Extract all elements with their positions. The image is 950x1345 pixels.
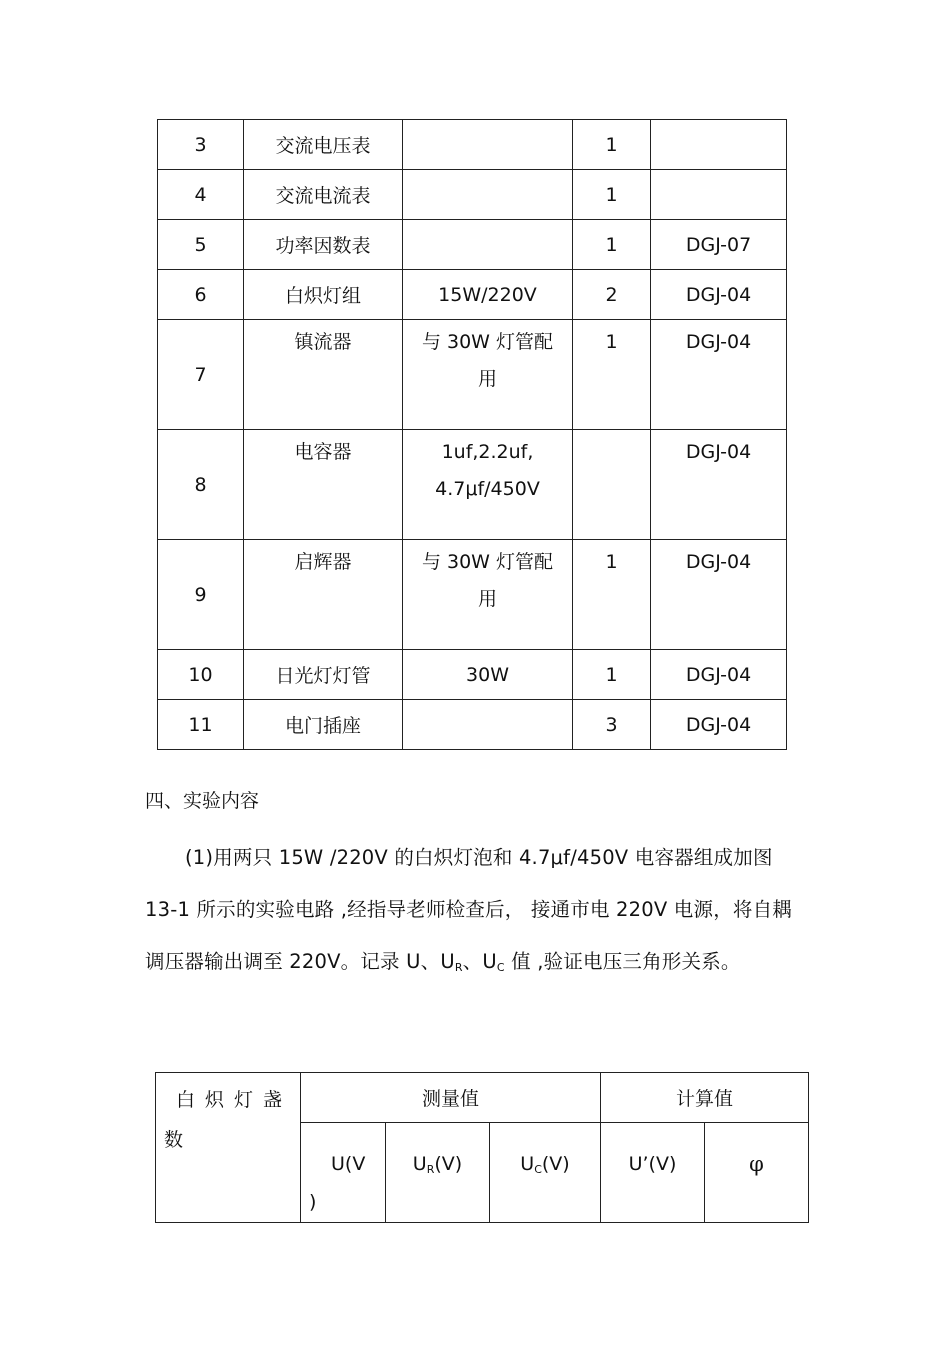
table-row [158,540,787,650]
u-label-text: U(V [331,1153,366,1175]
uprime-header [601,1123,705,1223]
section-heading: 四、实验内容 [145,790,260,812]
row-remark [651,540,787,650]
table-row [158,120,787,170]
row-spec: 30W [403,650,573,700]
phi-label: φ [749,1152,764,1176]
row-no: 6 [158,270,244,320]
lamp-count-line1: 白炽灯盏 [175,1089,292,1111]
paragraph-text-1: (1)用两只 15W /220V 的白炽灯泡和 4.7μf/450V 电容器组成加图 13-1 所示的实验电路 ,经指导老师检查后， 接通市电 220V 电源，将自耦调压器输出调至 220V。记录 U、U [145,846,793,973]
lamp-count-header [156,1073,301,1223]
row-spec [403,170,573,220]
row-qty-text: 1 [605,331,618,353]
ur-label-post: (V) [434,1153,463,1175]
ur-subscript: R [426,1163,435,1176]
row-spec [403,430,573,540]
row-spec [403,700,573,750]
table-row [158,320,787,430]
ur-label [386,1123,489,1195]
row-remark [651,170,787,220]
row-name [244,430,403,540]
table-row [158,220,787,270]
table-row [158,650,787,700]
row-name: 功率因数表 [244,220,403,270]
row-spec-line1: 与 30W 灯管配 [421,551,554,573]
measurement-table [155,1072,809,1223]
table-row [158,170,787,220]
ur-label-pre: U [412,1153,427,1175]
row-remark [651,320,787,430]
row-spec: 15W/220V [403,270,573,320]
row-name: 白炽灯组 [244,270,403,320]
row-name: 日光灯灯管 [244,650,403,700]
row-name-text: 启辉器 [294,551,352,573]
row-remark [651,120,787,170]
row-remark [651,430,787,540]
row-name: 交流电压表 [244,120,403,170]
row-qty: 2 [573,270,651,320]
row-qty-text: 1 [605,551,618,573]
row-spec [403,320,573,430]
row-spec [403,120,573,170]
calculated-header: 计算值 [601,1073,809,1123]
row-name-text: 电容器 [294,441,352,463]
uc-subscript: C [534,1163,542,1176]
row-remark-text: DGJ-04 [685,331,752,353]
equipment-table [157,119,787,750]
row-qty: 1 [573,170,651,220]
u-label [301,1123,385,1189]
phi-header [705,1123,809,1223]
row-remark: DGJ-04 [651,650,787,700]
row-remark-text: DGJ-04 [685,551,752,573]
lamp-count-line2: 数 [164,1129,184,1151]
table-row [158,430,787,540]
row-qty [573,320,651,430]
row-remark: DGJ-04 [651,270,787,320]
table-row [158,700,787,750]
uc-header [490,1123,601,1223]
row-name-text: 镇流器 [294,331,352,353]
row-qty: 3 [573,700,651,750]
paragraph-separator: 、U [462,950,497,973]
table-row [156,1073,809,1123]
row-spec [403,540,573,650]
row-spec [403,220,573,270]
row-no: 3 [158,120,244,170]
row-spec-line1: 与 30W 灯管配 [421,331,554,353]
row-no: 11 [158,700,244,750]
row-spec-line2: 用 [477,588,497,610]
row-remark: DGJ-04 [651,700,787,750]
row-no: 7 [158,320,244,430]
row-qty: 1 [573,220,651,270]
u-label-tail: ) [309,1191,317,1213]
row-no: 5 [158,220,244,270]
row-no: 4 [158,170,244,220]
u-header [301,1123,386,1223]
row-qty [573,430,651,540]
row-no: 8 [158,430,244,540]
paragraph-text-2: 值 ,验证电压三角形关系。 [504,950,741,973]
experiment-paragraph [145,832,810,994]
row-qty: 1 [573,120,651,170]
row-spec-line1: 1uf,2.2uf, [441,441,534,463]
row-spec-line2: 用 [477,368,497,390]
row-spec-line2: 4.7μf/450V [435,478,540,500]
subscript-c: C [496,961,505,974]
uprime-label: U’(V) [628,1153,677,1175]
uc-label [490,1123,600,1195]
row-name [244,540,403,650]
uc-label-post: (V) [541,1153,570,1175]
row-no: 9 [158,540,244,650]
row-name: 电门插座 [244,700,403,750]
subscript-r: R [454,961,463,974]
uc-label-pre: U [520,1153,535,1175]
ur-header [386,1123,490,1223]
row-qty: 1 [573,650,651,700]
row-name [244,320,403,430]
row-name: 交流电流表 [244,170,403,220]
measured-header: 测量值 [301,1073,601,1123]
row-no: 10 [158,650,244,700]
table-row [158,270,787,320]
row-remark-text: DGJ-04 [685,441,752,463]
row-qty [573,540,651,650]
row-remark: DGJ-07 [651,220,787,270]
